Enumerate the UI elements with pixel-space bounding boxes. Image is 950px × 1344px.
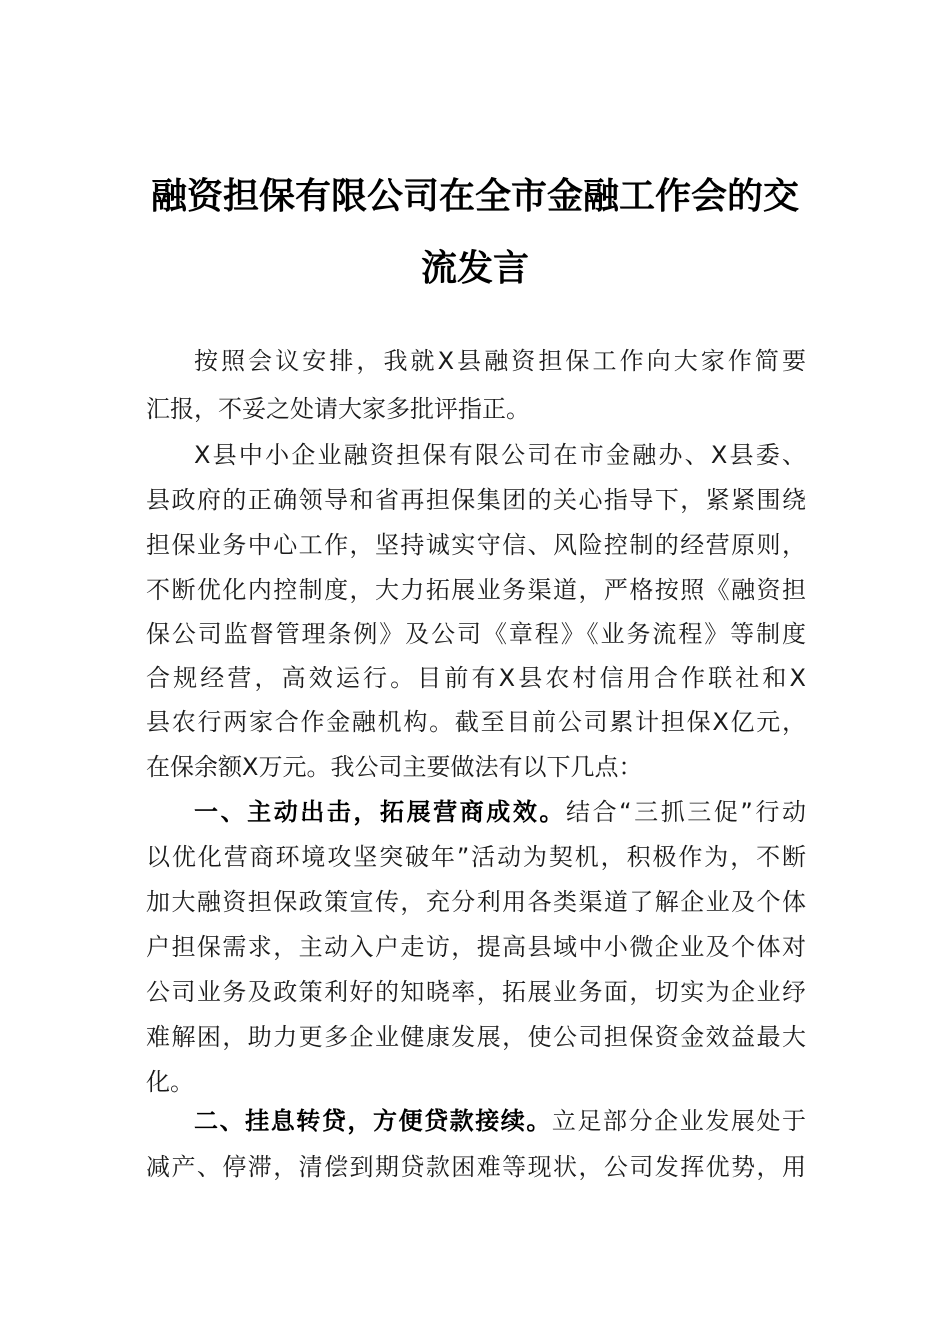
- paragraph-point-2-line-2: 减产、停滞，清偿到期贷款困难等现状，公司发挥优势，用: [146, 1153, 806, 1181]
- paragraph-point-1-line-6: 难解困，助力更多企业健康发展，使公司担保资金效益最大: [146, 1023, 806, 1051]
- point-1-heading: 一、主动出击，拓展营商成效。: [194, 798, 566, 826]
- paragraph-intro-line-1: 按照会议安排，我就X县融资担保工作向大家作简要: [194, 347, 806, 375]
- paragraph-background-line-2: 县政府的正确领导和省再担保集团的关心指导下，紧紧围绕: [146, 486, 806, 514]
- paragraph-background-line-5: 保公司监督管理条例》及公司《章程》《业务流程》等制度: [146, 620, 806, 648]
- paragraph-intro-line-2: 汇报，不妥之处请大家多批评指正。: [146, 395, 530, 423]
- document-title-line-1: 融资担保有限公司在全市金融工作会的交: [150, 175, 799, 217]
- paragraph-background-line-7: 县农行两家合作金融机构。截至目前公司累计担保X亿元，: [146, 708, 806, 736]
- paragraph-background-line-3: 担保业务中心工作，坚持诚实守信、风险控制的经营原则，: [146, 531, 806, 559]
- paragraph-background-line-4: 不断优化内控制度，大力拓展业务渠道，严格按照《融资担: [146, 576, 806, 604]
- paragraph-background-line-8: 在保余额X万元。我公司主要做法有以下几点：: [146, 753, 643, 781]
- point-1-first-line-text: 结合“三抓三促”行动: [566, 798, 807, 826]
- paragraph-point-1-line-7: 化。: [146, 1068, 194, 1096]
- paragraph-point-1-line-5: 公司业务及政策利好的知晓率，拓展业务面，切实为企业纾: [146, 978, 806, 1006]
- paragraph-background-line-1: X县中小企业融资担保有限公司在市金融办、X县委、: [194, 441, 806, 469]
- document-title-line-2: 流发言: [420, 247, 529, 289]
- paragraph-point-1-line-3: 加大融资担保政策宣传，充分利用各类渠道了解企业及个体: [146, 888, 806, 916]
- paragraph-point-1-line-2: 以优化营商环境攻坚突破年”活动为契机，积极作为，不断: [146, 843, 806, 871]
- paragraph-point-1-line-1: [194, 797, 806, 827]
- point-2-first-line-text: 立足部分企业发展处于: [551, 1107, 807, 1135]
- point-2-heading: 二、挂息转贷，方便贷款接续。: [194, 1107, 552, 1135]
- paragraph-point-2-line-1: [194, 1106, 806, 1136]
- paragraph-point-1-line-4: 户担保需求，主动入户走访，提高县域中小微企业及个体对: [146, 933, 806, 961]
- paragraph-background-line-6: 合规经营，高效运行。目前有X县农村信用合作联社和X: [146, 664, 806, 692]
